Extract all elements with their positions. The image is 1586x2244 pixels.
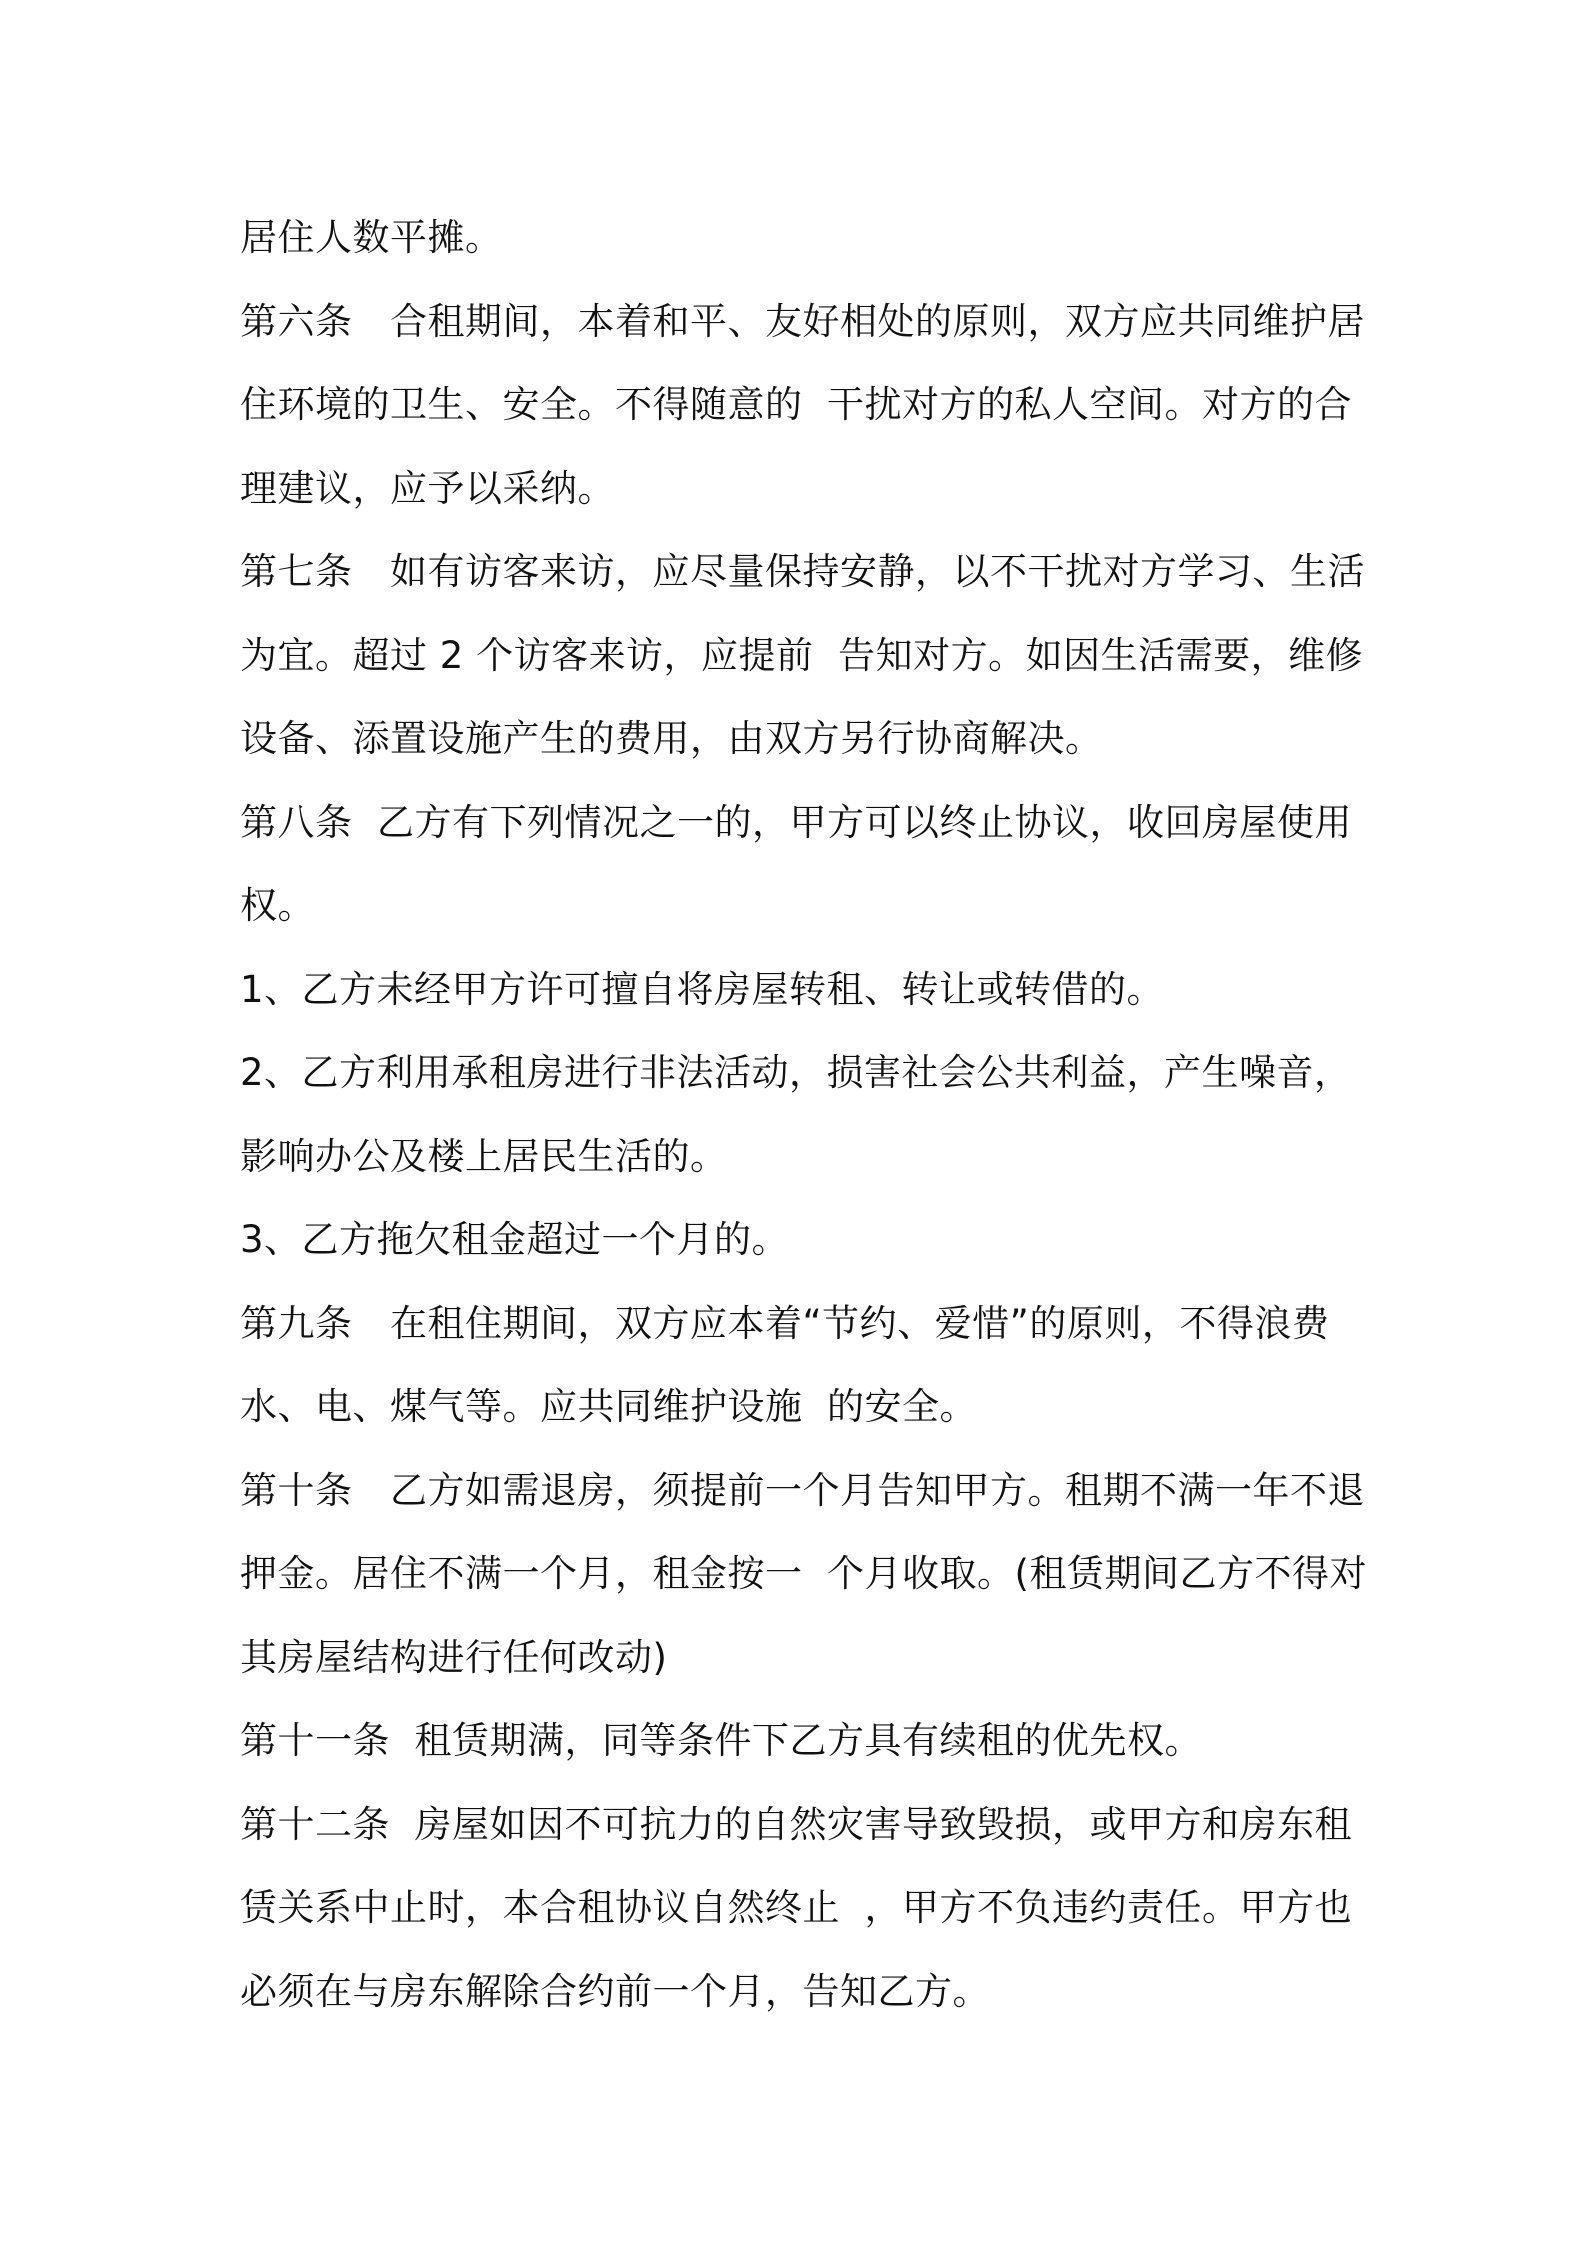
- article-12-line-1: 第十二条 房屋如因不可抗力的自然灾害导致毁损，或甲方和房东租: [240, 1802, 1353, 1846]
- article-8-item-1: 1、乙方未经甲方许可擅自将房屋转租、转让或转借的。: [240, 967, 1165, 1011]
- article-11-line-1: 第十一条 租赁期满，同等条件下乙方具有续租的优先权。: [240, 1719, 1203, 1762]
- document-page: [240, 196, 1367, 2033]
- article-8-item-2-line-2: 影响办公及楼上居民生活的。: [240, 1134, 728, 1178]
- article-12-line-2: 赁关系中止时，本合租协议自然终止 ，甲方不负违约责任。甲方也: [240, 1886, 1353, 1929]
- article-6-line-1: 第六条 合租期间，本着和平、友好相处的原则，双方应共同维护居: [240, 299, 1365, 343]
- article-7-line-2: 为宜。超过 2 个访客来访，应提前 告知对方。如因生活需要，维修: [240, 633, 1364, 677]
- article-10-line-2: 押金。居住不满一个月，租金按一 个月收取。(租赁期间乙方不得对: [240, 1552, 1367, 1595]
- article-10-line-1: 第十条 乙方如需退房，须提前一个月告知甲方。租期不满一年不退: [240, 1468, 1365, 1512]
- article-12-line-3: 必须在与房东解除合约前一个月，告知乙方。: [240, 1969, 990, 2013]
- article-7-line-3: 设备、添置设施产生的费用，由双方另行协商解决。: [240, 717, 1103, 760]
- article-8-item-2-line-1: 2、乙方利用承租房进行非法活动，损害社会公共利益，产生噪音，: [240, 1051, 1352, 1094]
- article-8-line-1: 第八条 乙方有下列情况之一的，甲方可以终止协议，收回房屋使用: [240, 800, 1353, 844]
- text-line: 居住人数平摊。: [240, 216, 503, 259]
- article-10-line-3: 其房屋结构进行任何改动): [240, 1635, 668, 1679]
- article-8-item-3: 3、乙方拖欠租金超过一个月的。: [240, 1218, 790, 1261]
- article-8-line-2: 权。: [240, 884, 315, 927]
- article-7-line-1: 第七条 如有访客来访，应尽量保持安静，以不干扰对方学习、生活: [240, 550, 1365, 593]
- article-9-line-1: 第九条 在租住期间，双方应本着“节约、爱惜”的原则，不得浪费: [240, 1301, 1330, 1345]
- article-6-line-3: 理建议，应予以采纳。: [240, 466, 615, 510]
- article-6-line-2: 住环境的卫生、安全。不得随意的 干扰对方的私人空间。对方的合: [240, 383, 1353, 426]
- article-9-line-2: 水、电、煤气等。应共同维护设施 的安全。: [240, 1385, 978, 1428]
